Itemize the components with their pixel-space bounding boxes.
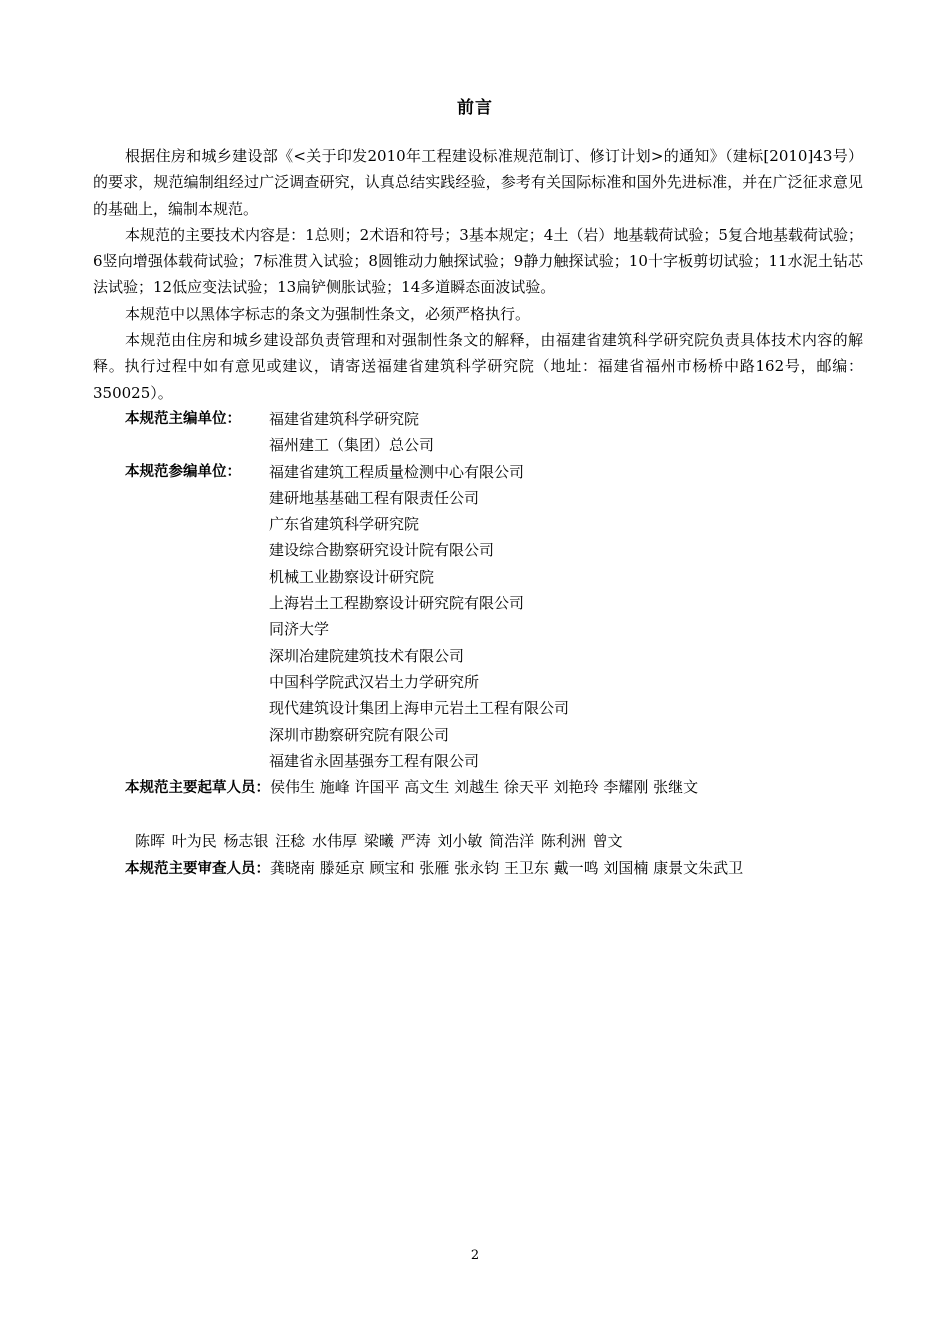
participating-units-block: [93, 459, 863, 775]
participating-unit-item: 深圳冶建院建筑技术有限公司: [269, 646, 465, 665]
participating-unit-item: 同济大学: [269, 620, 330, 639]
participating-unit-item: 现代建筑设计集团上海申元岩土工程有限公司: [269, 699, 570, 718]
drafters-label: 本规范主要起草人员：: [125, 780, 270, 797]
drafters-line: [93, 774, 863, 801]
drafters-names: 侯伟生 施峰 许国平 高文生 刘越生 徐天平 刘艳玲 李耀刚 张继文: [270, 778, 699, 797]
participating-unit-item: 深圳市勘察研究院有限公司: [269, 725, 450, 744]
paragraph-mandatory: 本规范中以黑体字标志的条文为强制性条文，必须严格执行。: [125, 304, 531, 323]
reviewers-names: 龚晓南 滕延京 顾宝和 张雁 张永钧 王卫东 戴一鸣 刘国楠 康景文朱武卫: [270, 858, 744, 877]
paragraph-contents: 本规范的主要技术内容是：1总则；2术语和符号；3基本规定；4土（岩）地基载荷试验；5复合地基载荷试验；6竖向增强体载荷试验；7标准贯入试验；8圆锥动力触探试验；9静力触探试验；10十字板剪切试验；11水泥土钻芯法试验；12低应变法试验；13扁铲侧胀试验；14多道瞬态面波试验。: [93, 225, 863, 297]
chief-units-label: 本规范主编单位：: [125, 410, 241, 427]
page-number: 2: [470, 1248, 480, 1263]
participating-unit-item: 上海岩土工程勘察设计研究院有限公司: [269, 594, 525, 613]
chief-unit-item: 福建省建筑科学研究院: [269, 409, 420, 428]
participating-unit-item: 中国科学院武汉岩土力学研究所: [269, 672, 480, 691]
chief-units-list: [93, 432, 863, 458]
participating-units-line: [93, 459, 863, 485]
participating-units-list: [93, 485, 863, 774]
paragraph-basis: 根据住房和城乡建设部《<关于印发2010年工程建设标准规范制订、修订计划>的通知》（建标[2010]43号）的要求，规范编制组经过广泛调查研究，认真总结实践经验，参考有关国际标准和国外先进标准，并在广泛征求意见的基础上，编制本规范。: [93, 147, 863, 218]
drafters-names-continued: 陈晖 叶为民 杨志银 汪稔 水伟厚 梁曦 严涛 刘小敏 简浩洋 陈利洲 曾文: [135, 832, 623, 851]
page-title: 前言: [457, 98, 493, 118]
document-body: [93, 143, 863, 882]
participating-unit-item: 机械工业勘察设计研究院: [269, 567, 435, 586]
chief-unit-item: 福州建工（集团）总公司: [269, 436, 435, 455]
participating-unit-item: 福建省建筑工程质量检测中心有限公司: [269, 462, 525, 481]
participating-unit-item: 建研地基基础工程有限责任公司: [269, 488, 480, 507]
reviewers-label: 本规范主要审查人员：: [125, 860, 270, 877]
participating-unit-item: 福建省永固基强夯工程有限公司: [269, 751, 480, 770]
reviewers-line: [93, 855, 863, 882]
participating-unit-item: 广东省建筑科学研究院: [269, 515, 420, 534]
paragraph-management: 本规范由住房和城乡建设部负责管理和对强制性条文的解释，由福建省建筑科学研究院负责具体技术内容的解释。执行过程中如有意见或建议，请寄送福建省建筑科学研究院（地址：福建省福州市杨桥中路162号，邮编：350025）。: [93, 331, 863, 402]
participating-unit-item: 建设综合勘察研究设计院有限公司: [269, 541, 495, 560]
participating-units-label: 本规范参编单位：: [125, 463, 241, 480]
chief-units-block: [93, 406, 863, 459]
chief-units-line: [93, 406, 863, 432]
